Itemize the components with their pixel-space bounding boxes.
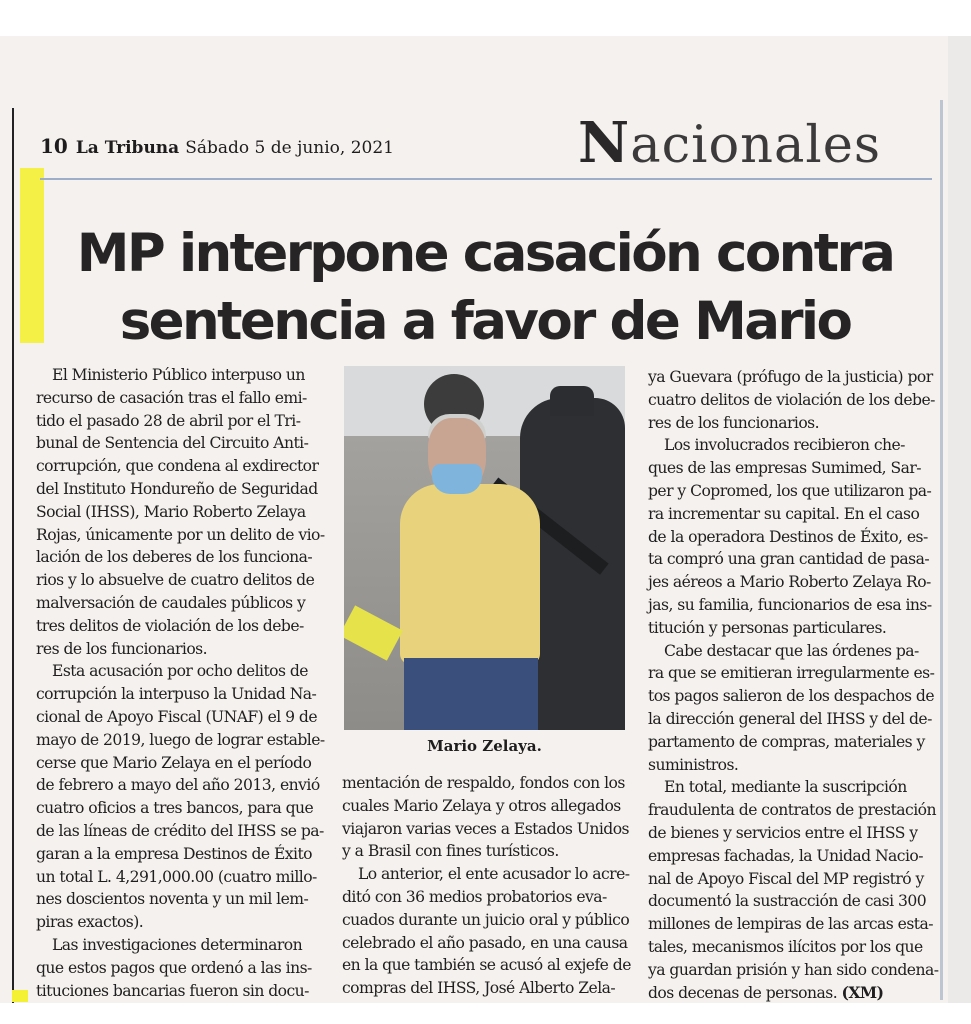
text-line: res de los funcionarios. bbox=[648, 413, 820, 432]
photo-face-mask bbox=[432, 464, 482, 494]
text-line: de febrero a mayo del año 2013, envió bbox=[36, 776, 320, 795]
headline-line: sentencia a favor de Mario bbox=[119, 291, 851, 352]
text-line-content: dos decenas de personas. bbox=[648, 983, 838, 1002]
photo-yellow-folder bbox=[344, 605, 403, 660]
text-line: documentó la sustracción de casi 300 bbox=[648, 892, 927, 911]
text-line: cuados durante un juicio oral y público bbox=[342, 910, 630, 929]
publication-date: Sábado 5 de junio, 2021 bbox=[185, 138, 394, 158]
text-line: res de los funcionarios. bbox=[36, 639, 208, 658]
section-rest: acionales bbox=[630, 116, 882, 175]
text-line: lación de los deberes de los funciona- bbox=[36, 548, 313, 567]
text-line: cuatro delitos de violación de los debe- bbox=[648, 390, 935, 409]
photo-caption: Mario Zelaya. bbox=[427, 737, 542, 755]
text-line: cional de Apoyo Fiscal (UNAF) el 9 de bbox=[36, 707, 318, 726]
text-line: partamento de compras, materiales y bbox=[648, 732, 925, 751]
photo-mario-zelaya bbox=[344, 366, 625, 730]
text-line: El Ministerio Público interpuso un bbox=[52, 366, 305, 384]
text-line: Lo anterior, el ente acusador lo acre- bbox=[358, 865, 630, 884]
author-signature: (XM) bbox=[841, 982, 884, 1002]
scan-margin-top bbox=[0, 0, 971, 36]
text-line: Rojas, únicamente por un delito de vio- bbox=[36, 525, 325, 544]
text-line: suministros. bbox=[648, 755, 739, 774]
headline-line: MP interpone casación contra bbox=[76, 223, 894, 284]
text-line: de las líneas de crédito del IHSS se pa- bbox=[36, 821, 324, 840]
text-line: corrupción, que condena al exdirector bbox=[36, 457, 319, 476]
text-line: ta compró una gran cantidad de pasa- bbox=[648, 550, 930, 569]
text-line: En total, mediante la suscripción bbox=[664, 778, 907, 797]
text-line: Los involucrados recibieron che- bbox=[664, 436, 905, 455]
text-line: y a Brasil con fines turísticos. bbox=[342, 842, 559, 861]
text-line: de la operadora Destinos de Éxito, es- bbox=[648, 527, 928, 546]
text-line: empresas fachadas, la Unidad Nacio- bbox=[648, 846, 923, 865]
article-column-1 bbox=[36, 364, 326, 1002]
text-line: tos pagos salieron de los despachos de bbox=[648, 687, 934, 706]
text-line: mayo de 2019, luego de lograr estable- bbox=[36, 730, 325, 749]
text-line: corrupción la interpuso la Unidad Na- bbox=[36, 685, 317, 704]
text-line: tituciones bancarias fueron sin docu- bbox=[36, 981, 309, 1000]
article-column-3 bbox=[648, 366, 938, 1004]
scan-margin-right bbox=[948, 36, 971, 1003]
text-line: cerse que Mario Zelaya en el período bbox=[36, 753, 312, 772]
section-title bbox=[578, 110, 881, 176]
text-line: millones de lempiras de las arcas esta- bbox=[648, 915, 933, 934]
text-line: cuatro oficios a tres bancos, para que bbox=[36, 799, 314, 818]
text-line: un total L. 4,291,000.00 (cuatro millo- bbox=[36, 867, 317, 886]
text-line: jes aéreos a Mario Roberto Zelaya Ro- bbox=[648, 573, 931, 592]
text-line: viajaron varias veces a Estados Unidos bbox=[342, 819, 630, 838]
text-line: malversación de caudales públicos y bbox=[36, 593, 306, 612]
page-folio bbox=[40, 134, 394, 158]
text-line: ra incrementar su capital. En el caso bbox=[648, 504, 920, 523]
text-line: mentación de respaldo, fondos con los bbox=[342, 774, 625, 792]
text-line: per y Copromed, los que utilizaron pa- bbox=[648, 481, 932, 500]
text-line: Las investigaciones determinaron bbox=[52, 935, 303, 954]
scan-margin-bottom bbox=[0, 1003, 971, 1024]
header-rule bbox=[40, 178, 932, 180]
text-line: tido el pasado 28 de abril por el Tri- bbox=[36, 411, 301, 430]
text-line: ra que se emitieran irregularmente es- bbox=[648, 664, 935, 683]
column-rule bbox=[12, 108, 14, 1003]
text-line: celebrado el año pasado, en una causa bbox=[342, 933, 628, 952]
text-line: ditó con 36 medios probatorios eva- bbox=[342, 887, 607, 906]
text-line: recurso de casación tras el fallo emi- bbox=[36, 388, 307, 407]
text-line-last bbox=[648, 982, 938, 1005]
photo-jeans bbox=[404, 658, 538, 730]
text-line: fraudulenta de contratos de prestación bbox=[648, 801, 936, 820]
text-line: nes doscientos noventa y un mil lem- bbox=[36, 890, 309, 909]
text-line: de bienes y servicios entre el IHSS y bbox=[648, 823, 918, 842]
text-line: tres delitos de violación de los debe- bbox=[36, 616, 304, 635]
text-line: Esta acusación por ocho delitos de bbox=[52, 662, 308, 681]
text-line: Cabe destacar que las órdenes pa- bbox=[664, 641, 919, 660]
text-line: nal de Apoyo Fiscal del MP registró y bbox=[648, 869, 924, 888]
text-line: piras exactos). bbox=[36, 913, 144, 932]
text-line: titución y personas particulares. bbox=[648, 618, 887, 637]
text-line: Social (IHSS), Mario Roberto Zelaya bbox=[36, 502, 306, 521]
text-line: bunal de Sentencia del Circuito Anti- bbox=[36, 434, 309, 453]
photo-officer-cap bbox=[550, 386, 594, 416]
text-line: que estos pagos que ordenó a las ins- bbox=[36, 958, 312, 977]
page-number: 10 bbox=[40, 134, 68, 158]
text-line: cuales Mario Zelaya y otros allegados bbox=[342, 796, 621, 815]
text-line: la dirección general del IHSS y del de- bbox=[648, 709, 932, 728]
newspaper-name: La Tribuna bbox=[75, 138, 180, 158]
text-line: en la que también se acusó al exjefe de bbox=[342, 956, 631, 975]
text-line: compras del IHSS, José Alberto Zela- bbox=[342, 979, 616, 998]
text-line: jas, su familia, funcionarios de esa ins- bbox=[648, 595, 932, 614]
text-line: ya guardan prisión y han sido condena- bbox=[648, 960, 939, 979]
text-line: del Instituto Hondureño de Seguridad bbox=[36, 479, 318, 498]
photo-yellow-shirt bbox=[400, 484, 540, 664]
page-edge-line bbox=[940, 100, 943, 1000]
text-line: tales, mecanismos ilícitos por los que bbox=[648, 937, 923, 956]
text-line: garan a la empresa Destinos de Éxito bbox=[36, 844, 313, 863]
article-column-2 bbox=[342, 772, 632, 1000]
highlighter-mark bbox=[12, 990, 28, 1002]
text-line: rios y lo absuelve de cuatro delitos de bbox=[36, 571, 315, 590]
section-initial: N bbox=[578, 110, 631, 176]
text-line: ya Guevara (prófugo de la justicia) por bbox=[648, 368, 933, 386]
text-line: ques de las empresas Sumimed, Sar- bbox=[648, 459, 921, 478]
